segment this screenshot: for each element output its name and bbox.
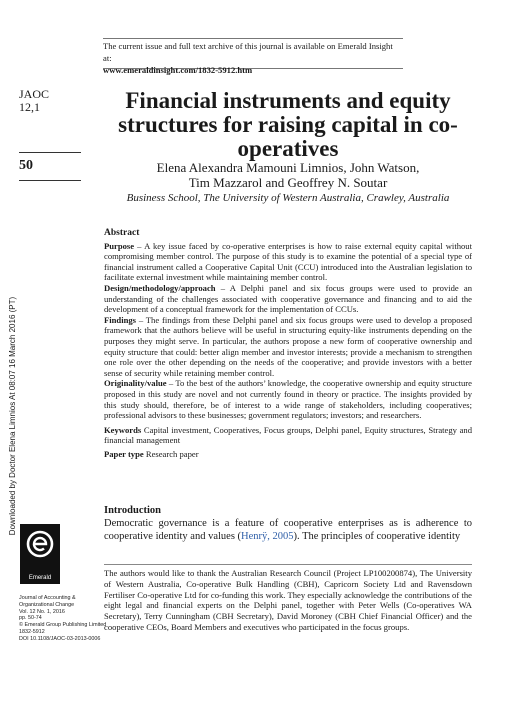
introduction-text — [104, 518, 472, 543]
download-notice: Downloaded by Doctor Elena Limnios At 08:07 16 March 2016 (PT) — [8, 296, 17, 536]
paper-type-text: Research paper — [143, 448, 199, 459]
meta-line: Vol. 12 No. 1, 2016 — [19, 608, 65, 615]
meta-line: 1832-5912 — [19, 628, 45, 635]
abstract-design — [104, 283, 472, 315]
meta-line: DOI 10.1108/JAOC-03-2013-0006 — [19, 635, 101, 642]
keywords-text: Capital investment, Cooperatives, Focus groups, Delphi panel, Equity structures, Strategy and financial management — [104, 424, 472, 446]
meta-line: pp. 50-74 — [19, 615, 42, 622]
emerald-logo — [20, 524, 60, 584]
abstract-originality — [104, 378, 472, 420]
paper-type-label: Paper type — [104, 448, 144, 459]
citation-link[interactable]: Henrÿ, 2005 — [241, 530, 294, 542]
page-number: 50 — [19, 158, 33, 173]
journal-abbrev: JAOC — [19, 87, 50, 101]
footnote-rule — [104, 564, 472, 565]
abstract-heading: Abstract — [104, 228, 140, 238]
acknowledgement-footnote: The authors would like to thank the Australian Research Council (Project LP100200874), The University of Western Australia, Co-operative Bulk Handling (CBH), Capricorn Society Ltd and Ravensdown Fertiliser Co-operative Ltd for co-funding this work. They especially acknowledge the contributions of the eight legal and financial experts on the Delphi panel, together with Peter Wells (Co-operatives WA Secretary), Terry Cunningham (CBH Secretary), David Moroney (CBH Chief Financial Officer) and the cooperative CEOs, Board Members and executives who participated in the focus groups. — [104, 568, 472, 632]
margin-rule-top — [19, 152, 81, 153]
meta-line: Journal of Accounting & — [19, 595, 76, 601]
design-text: – A Delphi panel and six focus groups were used to provide an understanding of the challenges associated with cooperative governance and financing and to aid the development of a conceptual framework for the implementation of CCUs. — [104, 282, 472, 315]
journal-volume-block — [19, 88, 49, 114]
introduction-heading: Introduction — [104, 505, 161, 516]
purpose-text: – A key issue faced by co-operative enterprises is how to raise external equity capital without compromising member control. The purpose of this study is to examine the potential of a special type of financial instrument called a Cooperative Capital Unit (CCU) introduced into the Australian legislation to facilitate external investment while maintaining member control. — [104, 240, 472, 283]
abstract-keywords — [104, 425, 472, 446]
purpose-label: Purpose — [104, 240, 135, 251]
banner-text: The current issue and full text archive of this journal is available on Emerald Insight at: — [103, 41, 393, 63]
abstract-section — [104, 228, 472, 459]
abstract-purpose — [104, 241, 472, 283]
article-title: Financial instruments and equity structures for raising capital in co-operatives — [118, 88, 458, 161]
design-label: Design/methodology/approach — [104, 282, 216, 293]
intro-text-after: ). The principles of cooperative identity — [293, 530, 461, 542]
margin-rule-bottom — [19, 180, 81, 181]
abstract-findings — [104, 315, 472, 379]
originality-text: – To the best of the authors’ knowledge, the cooperative ownership and equity structure proposed in this study are novel and not currently found in theory or practice. The insights provided by this study should, therefore, be of interest to a wide range of stakeholders, including cooperatives; professional advisors to these businesses; government regulators; investors; and researchers. — [104, 378, 472, 421]
author-list — [104, 160, 472, 190]
publication-metadata — [19, 595, 107, 643]
meta-line: © Emerald Group Publishing Limited — [19, 622, 107, 629]
authors-line-1: Elena Alexandra Mamouni Limnios, John Watson, — [156, 160, 420, 175]
journal-volume: 12,1 — [19, 100, 40, 114]
affiliation: Business School, The University of Western Australia, Crawley, Australia — [126, 192, 450, 204]
originality-label: Originality/value — [104, 378, 167, 389]
intro-text-before: Democratic governance is a feature of cooperative enterprises as is adherence to cooperative identity and values ( — [104, 518, 472, 542]
abstract-paper-type — [104, 449, 472, 460]
meta-line: Organizational Change — [19, 601, 75, 608]
findings-label: Findings — [104, 314, 137, 325]
availability-banner — [103, 38, 403, 75]
findings-text: – The findings from these Delphi panel and six focus groups were used to develop a proposed framework that the authors believe will be useful in structuring equity-like instruments depending on the purposes they might serve. In particular, the authors propose a new form of cooperative ownership and equity structure that could: better align member and investor interests; provide a mechanism to strengthen one role over the other depending on the needs of the cooperative; and provide investors with a better sense of security while retaining member control. — [104, 314, 472, 378]
logo-name: Emerald — [28, 575, 52, 581]
journal-url-link[interactable]: www.emeraldinsight.com/1832-5912.htm — [103, 65, 253, 75]
emerald-e-icon — [26, 530, 54, 558]
authors-line-2: Tim Mazzarol and Geoffrey N. Soutar — [188, 175, 388, 190]
keywords-label: Keywords — [104, 424, 142, 435]
